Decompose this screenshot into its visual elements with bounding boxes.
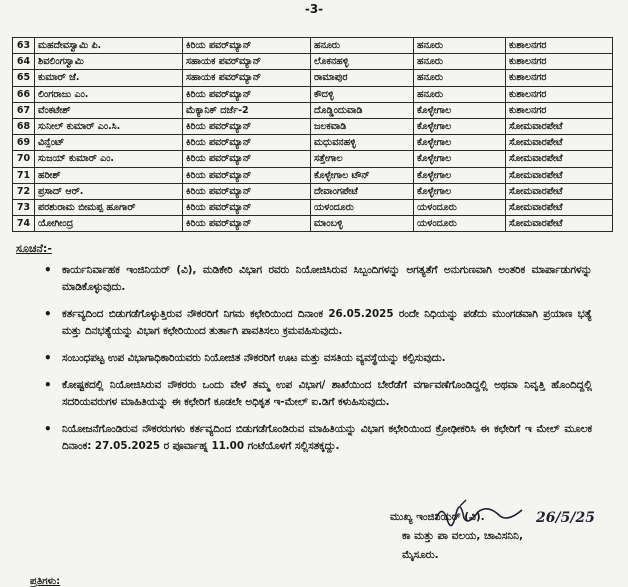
- designation-cell: ಕಿರಿಯ ಪವರ್‌ಮ್ಯಾನ್: [183, 38, 311, 54]
- division-cell: ಕುಶಾಲನಗರ: [506, 102, 613, 118]
- table-row: [13, 54, 613, 70]
- row-number-cell: 66: [13, 86, 35, 102]
- note-text: ಸಂಬಂಧಪಟ್ಟ ಉಪ ವಿಭಾಗಾಧಿಕಾರಿಯವರು ನಿಯೋಜಿತ ನೌಕರರಿಗೆ ಊಟ ಮತ್ತು ವಸತಿಯ ವ್ಯವಸ್ಥೆಯನ್ನು ಕಲ್ಪಿಸುವುದು.: [62, 352, 446, 364]
- bullet-icon: •: [44, 263, 52, 277]
- subdivision-cell: ಕೊಳ್ಳೇಗಾಲ: [414, 118, 506, 134]
- row-number-cell: 71: [13, 167, 35, 183]
- subdivision-cell: ಕೊಳ್ಳೇಗಾಲ: [414, 151, 506, 167]
- signature-office: ಕಾ ಮತ್ತು ಪಾ ವಲಯ, ಚಾವಿಸನಿನಿ,: [402, 530, 523, 542]
- bullet-icon: •: [44, 307, 52, 321]
- row-number-cell: 72: [13, 183, 35, 199]
- table-row: [13, 102, 613, 118]
- roster-body: [13, 38, 613, 232]
- note-text: ಕರ್ತವ್ಯದಿಂದ ಬಿಡುಗಡೆಗೊಳ್ಳುತ್ತಿರುವ ನೌಕರರಿಗೆ ನಿಗಮ ಕಛೇರಿಯಿಂದ ದಿನಾಂಕ 26.05.2025 ರಂದೇ ನಿಧಿಯನ್ನು ಪಡೆದು ಮುಂಗಡವಾಗಿ ಪ್ರಯಾಣ ಭತ್ಯೆ ಮತ್ತು ದಿನಭತ್ಯೆಯನ್ನು ವಿಭಾಗ ಕಛೇರಿಯಿಂದ ತುರ್ತಾಗಿ ಪಾವತಿಸಲು ಕ್ರಮವಹಿಸುವುದು.: [62, 308, 592, 337]
- bullet-icon: •: [44, 351, 52, 365]
- table-row: [13, 183, 613, 199]
- place-cell: ದೊಡ್ಡಿಂದುವಾಡಿ: [311, 102, 414, 118]
- subdivision-cell: ಕೊಳ್ಳೇಗಾಲ: [414, 102, 506, 118]
- note-text: ಕೋಷ್ಟಕದಲ್ಲಿ ನಿಯೋಜಿಸಿರುವ ನೌಕರರು ಒಂದು ವೇಳೆ ತಮ್ಮ ಉಪ ವಿಭಾಗ/ ಶಾಖೆಯಿಂದ ಬೇರೆಡೆಗೆ ವರ್ಗಾವಣೆಗೊಂಡಿದ್ದಲ್ಲಿ ಅಥವಾ ನಿವೃತ್ತಿ ಹೊಂದಿದ್ದಲ್ಲಿ ಸದರಿಯವರುಗಳ ಮಾಹಿತಿಯನ್ನು ಈ ಕಛೇರಿಗೆ ಕೂಡಲೇ ಅಧಿಕೃತ ಇ-ಮೇಲ್ ಐ.ಡಿಗೆ ಕಳುಹಿಸುವುದು.: [62, 379, 592, 408]
- table-row: [13, 70, 613, 86]
- place-cell: ಕೌದಳ್ಳಿ: [311, 86, 414, 102]
- row-number-cell: 63: [13, 38, 35, 54]
- employee-name-cell: ವಿನ್ಸೆಂಟ್: [35, 135, 183, 151]
- employee-name-cell: ಲಿಂಗರಾಜು ಎಂ.: [35, 86, 183, 102]
- notes-heading: ಸೂಚನೆ:-: [16, 242, 52, 255]
- signature-date: 26/5/25: [536, 510, 595, 526]
- division-cell: ಕುಶಾಲನಗರ: [506, 86, 613, 102]
- employee-name-cell: ಯೋಗೀಂದ್ರ: [35, 216, 183, 232]
- designation-cell: ಸಹಾಯಕ ಪವರ್‌ಮ್ಯಾನ್: [183, 54, 311, 70]
- employee-name-cell: ಹರೀಶ್: [35, 167, 183, 183]
- employee-name-cell: ಸುನೀಲ್ ಕುಮಾರ್ ಎಂ.ಸಿ.: [35, 118, 183, 134]
- place-cell: ಲೊಕನಹಳ್ಳಿ: [311, 54, 414, 70]
- row-number-cell: 68: [13, 118, 35, 134]
- row-number-cell: 64: [13, 54, 35, 70]
- row-number-cell: 70: [13, 151, 35, 167]
- table-row: [13, 135, 613, 151]
- row-number-cell: 74: [13, 216, 35, 232]
- subdivision-cell: ಕೊಳ್ಳೇಗಾಲ: [414, 167, 506, 183]
- designation-cell: ಕಿರಿಯ ಪವರ್‌ಮ್ಯಾನ್: [183, 167, 311, 183]
- place-cell: ಮಧುವನಹಳ್ಳಿ: [311, 135, 414, 151]
- place-cell: ಹನೂರು: [311, 38, 414, 54]
- row-number-cell: 65: [13, 70, 35, 86]
- place-cell: ಯಳಂದೂರು: [311, 199, 414, 215]
- designation-cell: ಕಿರಿಯ ಪವರ್‌ಮ್ಯಾನ್: [183, 216, 311, 232]
- designation-cell: ಕಿರಿಯ ಪವರ್‌ಮ್ಯಾನ್: [183, 151, 311, 167]
- employee-name-cell: ಮಹದೇವಸ್ವಾಮಿ ಪಿ.: [35, 38, 183, 54]
- signature-block: [390, 508, 620, 565]
- note-text: ಕಾರ್ಯನಿರ್ವಾಹಕ ಇಂಜಿನಿಯರ್ (ವಿ), ಮಡಿಕೇರಿ ವಿಭಾಗ ರವರು ನಿಯೋಜಿಸಿರುವ ಸಿಬ್ಬಂದಿಗಳನ್ನು ಅಗತ್ಯತೆಗೆ ಅನುಗುಣವಾಗಿ ಅಂತರಿಕ ಮಾರ್ಪಾಡುಗಳನ್ನು ಮಾಡಿಕೊಳ್ಳುವುದು.: [62, 264, 592, 293]
- table-row: [13, 151, 613, 167]
- signature-title: ಮುಖ್ಯ ಇಂಜಿನಿಯರ್ (ವಿ).: [390, 511, 485, 523]
- place-cell: ಮಾಂಬಳ್ಳಿ: [311, 216, 414, 232]
- note-item: [44, 350, 592, 367]
- table-row: [13, 167, 613, 183]
- subdivision-cell: ಯಳಂದೂರು: [414, 216, 506, 232]
- note-item: [44, 262, 592, 296]
- place-cell: ಜಲಕವಾಡಿ: [311, 118, 414, 134]
- designation-cell: ಕಿರಿಯ ಪವರ್‌ಮ್ಯಾನ್: [183, 118, 311, 134]
- employee-name-cell: ವೆಂಕಟೇಶ್: [35, 102, 183, 118]
- row-number-cell: 69: [13, 135, 35, 151]
- division-cell: ಸೋಮವಾರಪೇಟೆ: [506, 167, 613, 183]
- employee-name-cell: ಪರಶುರಾಮ ಬೀಮಪ್ಪ ಹೂಗಾರ್: [35, 199, 183, 215]
- division-cell: ಸೋಮವಾರಪೇಟೆ: [506, 183, 613, 199]
- employee-name-cell: ಪ್ರಸಾದ್ ಆರ್.: [35, 183, 183, 199]
- subdivision-cell: ಯಳಂದೂರು: [414, 199, 506, 215]
- row-number-cell: 67: [13, 102, 35, 118]
- employee-name-cell: ಶಿವಲಿಂಗಸ್ವಾಮಿ: [35, 54, 183, 70]
- division-cell: ಕುಶಾಲನಗರ: [506, 38, 613, 54]
- place-cell: ಸತ್ತೇಗಾಲ: [311, 151, 414, 167]
- table-row: [13, 38, 613, 54]
- copies-label: ಪ್ರತಿಗಳು:: [30, 576, 61, 587]
- page-number: -3-: [304, 2, 324, 16]
- table-row: [13, 118, 613, 134]
- subdivision-cell: ಹನೂರು: [414, 86, 506, 102]
- division-cell: ಸೋಮವಾರಪೇಟೆ: [506, 216, 613, 232]
- employee-name-cell: ಸುಜಯ್ ಕುಮಾರ್ ಎಂ.: [35, 151, 183, 167]
- roster-table: [12, 37, 613, 232]
- subdivision-cell: ಹನೂರು: [414, 38, 506, 54]
- subdivision-cell: ಹನೂರು: [414, 70, 506, 86]
- division-cell: ಕುಶಾಲನಗರ: [506, 54, 613, 70]
- subdivision-cell: ಹನೂರು: [414, 54, 506, 70]
- designation-cell: ಕಿರಿಯ ಪವರ್‌ಮ್ಯಾನ್: [183, 199, 311, 215]
- division-cell: ಕುಶಾಲನಗರ: [506, 70, 613, 86]
- bullet-icon: •: [44, 378, 52, 392]
- designation-cell: ಕಿರಿಯ ಪವರ್‌ಮ್ಯಾನ್: [183, 183, 311, 199]
- designation-cell: ಮೆಕ್ಯಾನಿಕ್ ದರ್ಜೆ-2: [183, 102, 311, 118]
- signature-city: ಮೈಸೂರು.: [402, 549, 439, 561]
- note-item: [44, 306, 592, 340]
- table-row: [13, 86, 613, 102]
- place-cell: ಕೊಳ್ಳೇಗಾಲ ಟೌನ್: [311, 167, 414, 183]
- division-cell: ಸೋಮವಾರಪೇಟೆ: [506, 199, 613, 215]
- notes-list: [44, 262, 592, 465]
- employee-name-cell: ಕುಮಾರ್ ಜೆ.: [35, 70, 183, 86]
- designation-cell: ಕಿರಿಯ ಪವರ್‌ಮ್ಯಾನ್: [183, 86, 311, 102]
- subdivision-cell: ಕೊಳ್ಳೇಗಾಲ: [414, 183, 506, 199]
- note-text: ನಿಯೋಜನೆಗೊಂಡಿರುವ ನೌಕರರುಗಳು ಕರ್ತವ್ಯದಿಂದ ಬಿಡುಗಡೆಗೊಂಡಿರುವ ಮಾಹಿತಿಯನ್ನು ವಿಭಾಗ ಕಛೇರಿಯಿಂದ ಕ್ರೋಢೀಕರಿಸಿ ಈ ಕಛೇರಿಗೆ ಇ ಮೇಲ್ ಮೂಲಕ ದಿನಾಂಕ: 27.05.2025 ರ ಪೂರ್ವಾಹ್ನ 11.00 ಗಂಟೆಯೊಳಗೆ ಸಲ್ಲಿಸತಕ್ಕದ್ದು.: [62, 423, 592, 452]
- bullet-icon: •: [44, 422, 52, 436]
- place-cell: ರಾಮಾಪುರ: [311, 70, 414, 86]
- note-item: [44, 421, 592, 455]
- table-row: [13, 199, 613, 215]
- division-cell: ಸೋಮವಾರಪೇಟೆ: [506, 151, 613, 167]
- table-row: [13, 216, 613, 232]
- row-number-cell: 73: [13, 199, 35, 215]
- designation-cell: ಸಹಾಯಕ ಪವರ್‌ಮ್ಯಾನ್: [183, 70, 311, 86]
- division-cell: ಸೋಮವಾರಪೇಟೆ: [506, 135, 613, 151]
- division-cell: ಸೋಮವಾರಪೇಟೆ: [506, 118, 613, 134]
- note-item: [44, 377, 592, 411]
- designation-cell: ಕಿರಿಯ ಪವರ್‌ಮ್ಯಾನ್: [183, 135, 311, 151]
- subdivision-cell: ಕೊಳ್ಳೇಗಾಲ: [414, 135, 506, 151]
- place-cell: ದೇವಾಂಗಪೇಟೆ: [311, 183, 414, 199]
